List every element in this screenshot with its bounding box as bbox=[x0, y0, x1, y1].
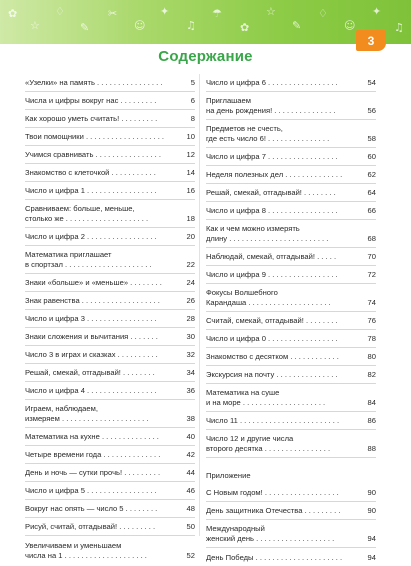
toc-entry-page: 24 bbox=[186, 278, 195, 287]
toc-entry-title: Знаки сложения и вычитания . . . . . . . bbox=[25, 332, 158, 341]
doodle-icon: ♫ bbox=[394, 21, 404, 34]
toc-entry-page: 68 bbox=[367, 234, 376, 243]
toc-entry-title: Число 11 . . . . . . . . . . . . . . . . . . . . . . . . bbox=[206, 416, 340, 425]
toc-entry-title: Приглашаем на день рождения! . . . . . . . . . . . . . . . bbox=[206, 96, 336, 115]
toc-entry[interactable] bbox=[25, 74, 195, 92]
toc-entry-page: 20 bbox=[186, 232, 195, 241]
toc-entry[interactable] bbox=[206, 520, 376, 548]
toc-entry-page: 34 bbox=[186, 368, 195, 377]
toc-entry-page: 5 bbox=[190, 78, 195, 87]
toc-entry-title: Учимся сравнивать . . . . . . . . . . . . . . . . bbox=[25, 150, 161, 159]
toc-entry-title: Число 3 в играх и сказках . . . . . . . . . . bbox=[25, 350, 158, 359]
toc-entry-title: День и ночь — сутки прочь! . . . . . . . . . bbox=[25, 468, 161, 477]
toc-entry[interactable] bbox=[206, 548, 376, 566]
toc-entry[interactable] bbox=[25, 310, 195, 328]
doodle-icon: ✦ bbox=[160, 5, 170, 18]
toc-entry-page: 32 bbox=[186, 350, 195, 359]
toc-entry-title: Число и цифра 1 . . . . . . . . . . . . . . . . . bbox=[25, 186, 157, 195]
toc-entry-page: 70 bbox=[367, 252, 376, 261]
toc-entry[interactable] bbox=[25, 146, 195, 164]
toc-entry-title: Знакомство с клеточкой . . . . . . . . . . . bbox=[25, 168, 156, 177]
toc-entry[interactable] bbox=[206, 220, 376, 248]
toc-entry-title: Неделя полезных дел . . . . . . . . . . . . . . bbox=[206, 170, 343, 179]
toc-entry-title: С Новым годом! . . . . . . . . . . . . . . . . . . bbox=[206, 488, 339, 497]
toc-entry[interactable] bbox=[25, 182, 195, 200]
appendix-heading: Приложение bbox=[206, 471, 251, 480]
toc-entry[interactable] bbox=[206, 120, 376, 148]
page-title: Содержание bbox=[158, 48, 253, 65]
toc-entry-page: 76 bbox=[367, 316, 376, 325]
toc-entry-title: Математика приглашает в спортзал . . . . . . . . . . . . . . . . . . . . . bbox=[25, 250, 152, 269]
toc-entry[interactable] bbox=[25, 482, 195, 500]
toc-entry-title: Увеличиваем и уменьшаем числа на 1 . . . . . . . . . . . . . . . . . . . . bbox=[25, 541, 147, 560]
toc-entry-title: Знакомство с десятком . . . . . . . . . . . . bbox=[206, 352, 339, 361]
toc-entry-page: 84 bbox=[367, 398, 376, 407]
toc-entry[interactable] bbox=[206, 348, 376, 366]
toc-entry-title: Число и цифра 5 . . . . . . . . . . . . . . . . . bbox=[25, 486, 157, 495]
toc-section-heading bbox=[206, 458, 376, 484]
doodle-icon: ♢ bbox=[318, 7, 328, 20]
toc-entry-title: Число и цифра 4 . . . . . . . . . . . . . . . . . bbox=[25, 386, 157, 395]
toc-entry-title: Играем, наблюдаем, измеряем . . . . . . . . . . . . . . . . . . . . . bbox=[25, 404, 149, 423]
toc-entry[interactable] bbox=[25, 200, 195, 228]
doodle-icon: ✦ bbox=[372, 5, 382, 18]
toc-entry-title: Международный женский день . . . . . . . . . . . . . . . . . . . bbox=[206, 524, 335, 543]
toc-entry-page: 54 bbox=[367, 78, 376, 87]
toc-entry-page: 80 bbox=[367, 352, 376, 361]
toc-entry-title: Сравниваем: больше, меньше, столько же . . . . . . . . . . . . . . . . . . . . bbox=[25, 204, 149, 223]
toc-entry[interactable] bbox=[25, 274, 195, 292]
doodle-icon: ☺ bbox=[134, 19, 146, 32]
doodle-icon: ✿ bbox=[240, 21, 250, 34]
toc-entry[interactable] bbox=[25, 128, 195, 146]
toc-entry-page: 60 bbox=[367, 152, 376, 161]
toc-entry-page: 52 bbox=[186, 551, 195, 560]
toc-entry[interactable] bbox=[25, 428, 195, 446]
toc-entry-page: 86 bbox=[367, 416, 376, 425]
toc-entry[interactable] bbox=[206, 166, 376, 184]
toc-entry-title: Как и чем можно измерять длину . . . . . . . . . . . . . . . . . . . . . . . . bbox=[206, 224, 329, 243]
toc-entry-title: День Победы . . . . . . . . . . . . . . . . . . . . . bbox=[206, 553, 343, 562]
toc-entry-page: 12 bbox=[186, 150, 195, 159]
toc-entry[interactable] bbox=[25, 292, 195, 310]
toc-entry-title: Число и цифра 7 . . . . . . . . . . . . . . . . . bbox=[206, 152, 338, 161]
toc-entry[interactable] bbox=[25, 228, 195, 246]
header-banner bbox=[0, 0, 411, 44]
doodle-icon: ☺ bbox=[344, 19, 356, 32]
toc-entry[interactable] bbox=[206, 384, 376, 412]
toc-entry-title: Вокруг нас опять — число 5 . . . . . . . . bbox=[25, 504, 158, 513]
doodle-icon: ✎ bbox=[80, 21, 90, 34]
toc-entry-title: Знак равенства . . . . . . . . . . . . . . . . . . . bbox=[25, 296, 160, 305]
toc-entry-title: Экскурсия на почту . . . . . . . . . . . . . . . bbox=[206, 370, 338, 379]
toc-entry[interactable] bbox=[206, 312, 376, 330]
toc-entry[interactable] bbox=[25, 400, 195, 428]
toc-column-right bbox=[206, 74, 376, 566]
toc-entry[interactable] bbox=[25, 346, 195, 364]
toc-entry-page: 26 bbox=[186, 296, 195, 305]
toc-entry-page: 62 bbox=[367, 170, 376, 179]
toc-entry-title: Число и цифра 2 . . . . . . . . . . . . . . . . . bbox=[25, 232, 157, 241]
toc-entry-page: 6 bbox=[190, 96, 195, 105]
toc-entry-page: 48 bbox=[186, 504, 195, 513]
toc-entry-page: 56 bbox=[367, 106, 376, 115]
toc-entry-title: Число 12 и другие числа второго десятка . . . . . . . . . . . . . . . . bbox=[206, 434, 331, 453]
toc-entry-title: Как хорошо уметь считать! . . . . . . . . . bbox=[25, 114, 158, 123]
toc-entry-page: 30 bbox=[186, 332, 195, 341]
toc-entry-page: 40 bbox=[186, 432, 195, 441]
toc-entry-page: 46 bbox=[186, 486, 195, 495]
toc-entry-title: Наблюдай, смекай, отгадывай! . . . . . bbox=[206, 252, 337, 261]
toc-entry[interactable] bbox=[25, 446, 195, 464]
toc-entry[interactable] bbox=[206, 248, 376, 266]
toc-entry[interactable] bbox=[25, 164, 195, 182]
toc-entry-page: 42 bbox=[186, 450, 195, 459]
toc-column-left bbox=[25, 74, 195, 564]
toc-entry-title: Четыре времени года . . . . . . . . . . . . . . bbox=[25, 450, 161, 459]
toc-entry[interactable] bbox=[206, 92, 376, 120]
toc-entry-page: 88 bbox=[367, 444, 376, 453]
toc-entry-page: 44 bbox=[186, 468, 195, 477]
toc-entry-title: Число и цифра 3 . . . . . . . . . . . . . . . . . bbox=[25, 314, 157, 323]
toc-entry-page: 78 bbox=[367, 334, 376, 343]
toc-entry-page: 14 bbox=[186, 168, 195, 177]
toc-entry-title: Число и цифра 6 . . . . . . . . . . . . . . . . . bbox=[206, 78, 338, 87]
toc-entry[interactable] bbox=[206, 284, 376, 312]
toc-entry-page: 58 bbox=[367, 134, 376, 143]
toc-entry-page: 36 bbox=[186, 386, 195, 395]
toc-entry-title: Математика на суше и на море . . . . . . . . . . . . . . . . . . . . bbox=[206, 388, 326, 407]
toc-entry[interactable] bbox=[25, 500, 195, 518]
toc-entry-title: Считай, смекай, отгадывай! . . . . . . . . bbox=[206, 316, 338, 325]
toc-entry-title: Решай, смекай, отгадывай! . . . . . . . . bbox=[206, 188, 336, 197]
doodle-icon: ♫ bbox=[186, 19, 196, 32]
toc-entry[interactable] bbox=[206, 266, 376, 284]
toc-entry[interactable] bbox=[25, 464, 195, 482]
toc-entry[interactable] bbox=[206, 412, 376, 430]
toc-entry-page: 18 bbox=[186, 214, 195, 223]
toc-entry[interactable] bbox=[25, 382, 195, 400]
toc-entry[interactable] bbox=[206, 74, 376, 92]
toc-entry[interactable] bbox=[206, 202, 376, 220]
doodle-icon: ☂ bbox=[212, 7, 222, 20]
toc-entry-title: День защитника Отечества . . . . . . . . . bbox=[206, 506, 341, 515]
toc-entry-title: Решай, смекай, отгадывай! . . . . . . . . bbox=[25, 368, 155, 377]
toc-entry-title: Фокусы Волшебного Карандаша . . . . . . . . . . . . . . . . . . . . bbox=[206, 288, 331, 307]
toc-entry[interactable] bbox=[206, 502, 376, 520]
toc-entry-page: 28 bbox=[186, 314, 195, 323]
toc-entry-page: 8 bbox=[190, 114, 195, 123]
toc-entry[interactable] bbox=[25, 536, 195, 564]
toc-entry-title: Предметов не счесть, где есть число 6! . . . . . . . . . . . . . . . bbox=[206, 124, 330, 143]
toc-entry[interactable] bbox=[206, 184, 376, 202]
toc-entry-page: 22 bbox=[186, 260, 195, 269]
toc-entry[interactable] bbox=[25, 364, 195, 382]
toc-entry-title: Знаки «больше» и «меньше» . . . . . . . . bbox=[25, 278, 162, 287]
toc-entry-title: Числа и цифры вокруг нас . . . . . . . . . bbox=[25, 96, 157, 105]
doodle-icon: ✂ bbox=[108, 7, 118, 20]
toc-entry-page: 16 bbox=[186, 186, 195, 195]
doodle-icon: ☆ bbox=[266, 5, 276, 18]
toc-entry-page: 74 bbox=[367, 298, 376, 307]
toc-entry[interactable] bbox=[25, 518, 195, 536]
toc-entry[interactable] bbox=[25, 328, 195, 346]
toc-entry-page: 90 bbox=[367, 488, 376, 497]
toc-entry[interactable] bbox=[206, 148, 376, 166]
toc-entry[interactable] bbox=[25, 110, 195, 128]
toc-entry-title: Число и цифра 9 . . . . . . . . . . . . . . . . . bbox=[206, 270, 338, 279]
toc-entry-title: Математика на кухне . . . . . . . . . . . . . . bbox=[25, 432, 159, 441]
toc-entry[interactable] bbox=[206, 430, 376, 458]
toc-entry-page: 90 bbox=[367, 506, 376, 515]
toc-entry-title: Рисуй, считай, отгадывай! . . . . . . . . . bbox=[25, 522, 156, 531]
toc-entry-page: 64 bbox=[367, 188, 376, 197]
toc-entry[interactable] bbox=[206, 366, 376, 384]
toc-entry-title: Число и цифра 0 . . . . . . . . . . . . . . . . . bbox=[206, 334, 338, 343]
toc-entry[interactable] bbox=[25, 92, 195, 110]
toc-entry-title: «Узелки» на память . . . . . . . . . . . . . . . . bbox=[25, 78, 163, 87]
toc-entry-page: 94 bbox=[367, 534, 376, 543]
doodle-icon: ♢ bbox=[55, 5, 65, 18]
doodle-icon: ☆ bbox=[30, 19, 40, 32]
toc-entry-title: Твои помощники . . . . . . . . . . . . . . . . . . . bbox=[25, 132, 165, 141]
toc-entry[interactable] bbox=[206, 484, 376, 502]
doodle-icon: ✿ bbox=[8, 7, 18, 20]
page-number-badge: 3 bbox=[356, 30, 386, 51]
toc-entry[interactable] bbox=[206, 330, 376, 348]
toc-entry-page: 66 bbox=[367, 206, 376, 215]
toc-entry[interactable] bbox=[25, 246, 195, 274]
toc-entry-page: 72 bbox=[367, 270, 376, 279]
toc-entry-page: 82 bbox=[367, 370, 376, 379]
toc-entry-page: 10 bbox=[186, 132, 195, 141]
toc-entry-page: 38 bbox=[186, 414, 195, 423]
column-divider bbox=[199, 74, 200, 536]
toc-entry-page: 94 bbox=[367, 553, 376, 562]
toc-entry-page: 50 bbox=[186, 522, 195, 531]
toc-entry-title: Число и цифра 8 . . . . . . . . . . . . . . . . . bbox=[206, 206, 338, 215]
doodle-icon: ✎ bbox=[292, 19, 302, 32]
